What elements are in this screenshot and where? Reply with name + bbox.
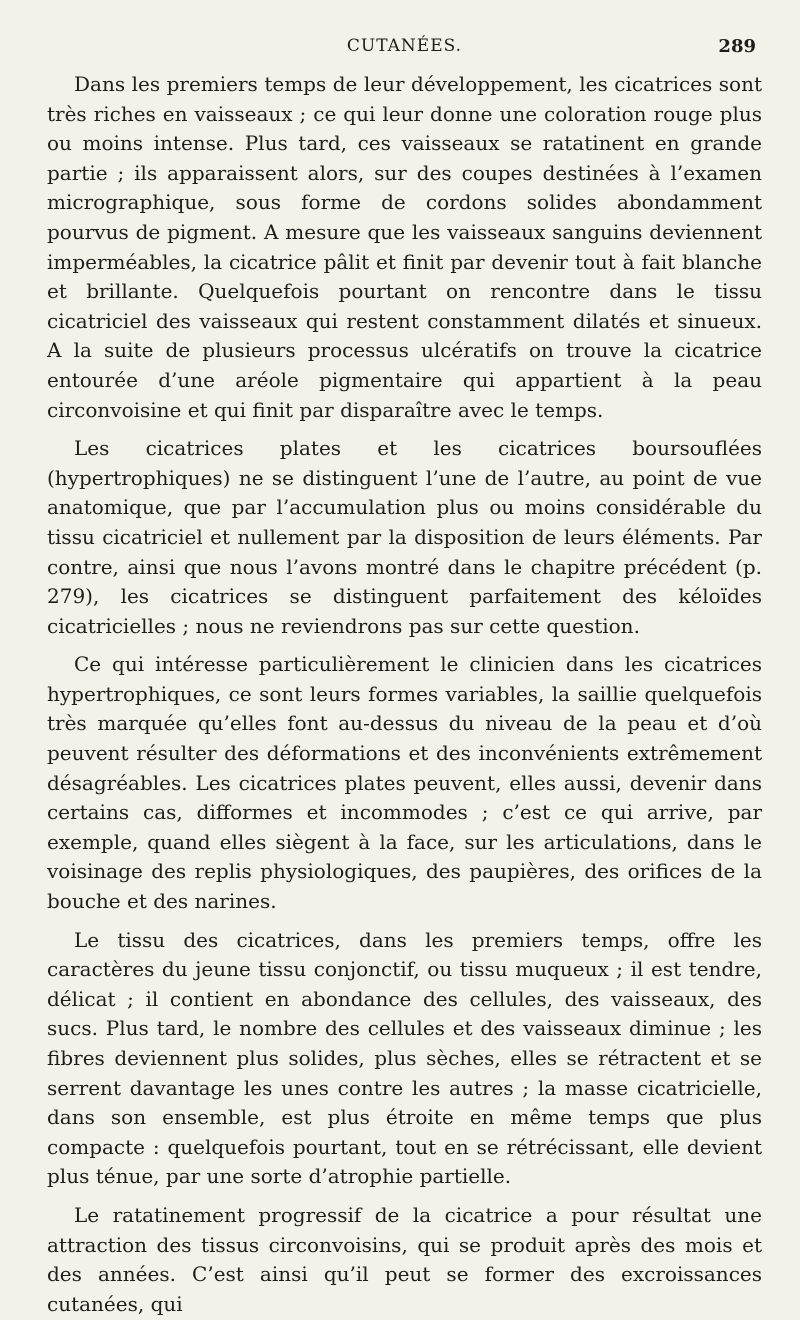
- running-title: CUTANÉES.: [346, 36, 463, 56]
- running-header: [47, 30, 762, 70]
- paragraph-clinical-forms: Ce qui intéresse particulièrement le clinicien dans les cicatrices hypertrophiques, ce sont leurs formes variables, la saillie quelquefois très marquée qu’elles font au-dessus du niveau de la peau et d’où peuvent résulter des déformations et des inconvénients extrêmement désagréables. Les cicatrices plates peuvent, elles aussi, devenir dans certains cas, difformes et incommodes ; c’est ce qui arrive, par exemple, quand elles siègent à la face, sur les articulations, dans le voisinage des replis physiologiques, des paupières, des orifices de la bouche et des narines.: [47, 652, 762, 914]
- paragraph-vascularity: Dans les premiers temps de leur développement, les cicatrices sont très riches en vaisseaux ; ce qui leur donne une coloration rouge plus ou moins intense. Plus tard, ces vaisseaux se ratatinent en grande partie ; ils apparaissent alors, sur des coupes destinées à l’examen micrographique, sous forme de cordons solides abondamment pourvus de pigment. A mesure que les vaisseaux sanguins deviennent imperméables, la cicatrice pâlit et finit par devenir tout à fait blanche et brillante. Quelquefois pourtant on rencontre dans le tissu cicatriciel des vaisseaux qui restent constamment dilatés et sinueux. A la suite de plusieurs processus ulcératifs on trouve la cicatrice entourée d’une aréole pigmentaire qui appartient à la peau circonvoisine et qui finit par disparaître avec le temps.: [47, 72, 762, 422]
- page-number: 289: [718, 36, 756, 57]
- body-text: [47, 70, 762, 1319]
- paragraph-tissue-evolution: Le tissu des cicatrices, dans les premiers temps, offre les caractères du jeune tissu conjonctif, ou tissu muqueux ; il est tendre, délicat ; il contient en abondance des cellules, des vaisseaux, des sucs. Plus tard, le nombre des cellules et des vaisseaux diminue ; les fibres deviennent plus solides, plus sèches, elles se rétractent et se serrent davantage les unes contre les autres ; la masse cicatricielle, dans son ensemble, est plus étroite en même temps que plus compacte : quelquefois pourtant, tout en se rétrécissant, elle devient plus ténue, par une sorte d’atrophie partielle.: [47, 927, 762, 1189]
- paragraph-flat-vs-hypertrophic: Les cicatrices plates et les cicatrices boursouflées (hypertrophiques) ne se distinguent l’une de l’autre, au point de vue anatomique, que par l’accumulation plus ou moins considérable du tissu cicatriciel et nullement par la disposition de leurs éléments. Par contre, ainsi que nous l’avons montré dans le chapitre précédent (p. 279), les cicatrices se distinguent parfaitement des kéloïdes cicatricielles ; nous ne reviendrons pas sur cette question.: [47, 436, 762, 638]
- paragraph-retraction: Le ratatinement progressif de la cicatrice a pour résultat une attraction des tissus circonvoisins, qui se produit après des mois et des années. C’est ainsi qu’il peut se former des excroissances cutanées, qui: [47, 1202, 762, 1316]
